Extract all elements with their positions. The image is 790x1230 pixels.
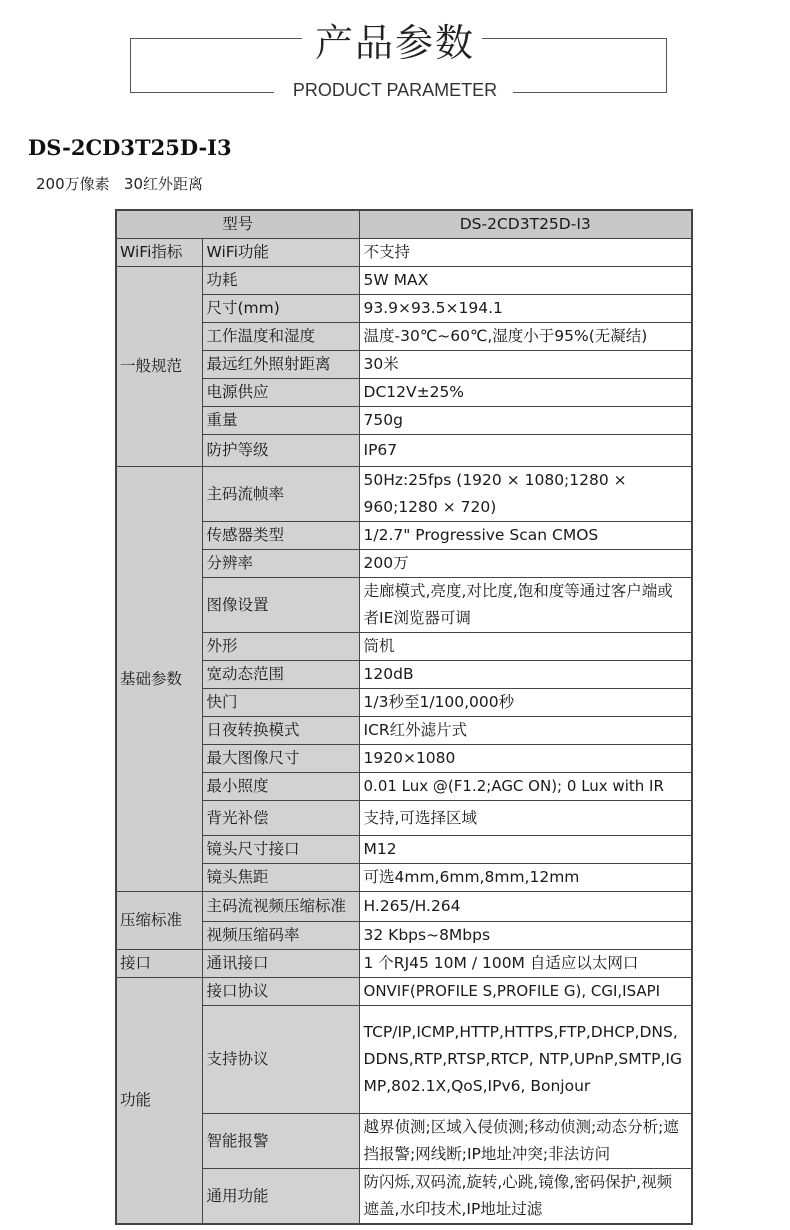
table-row <box>116 836 692 864</box>
category-cell: 基础参数 <box>116 467 202 892</box>
table-row <box>116 717 692 745</box>
table-row <box>116 522 692 550</box>
spec-key: 电源供应 <box>202 379 359 407</box>
spec-value: 120dB <box>359 661 692 689</box>
spec-value: 1/2.7" Progressive Scan CMOS <box>359 522 692 550</box>
spec-value: 1/3秒至1/100,000秒 <box>359 689 692 717</box>
spec-value: 支持,可选择区域 <box>359 801 692 836</box>
section-header <box>0 0 790 110</box>
page-title: 产品参数 <box>314 21 475 65</box>
spec-value: ONVIF(PROFILE S,PROFILE G), CGI,ISAPI <box>359 978 692 1006</box>
spec-key: 宽动态范围 <box>202 661 359 689</box>
spec-key: 图像设置 <box>202 578 359 633</box>
spec-value: 筒机 <box>359 633 692 661</box>
table-row <box>116 1169 692 1225</box>
spec-value: 1920×1080 <box>359 745 692 773</box>
spec-value: 5W MAX <box>359 267 692 295</box>
spec-key: 传感器类型 <box>202 522 359 550</box>
model-subtitle: 200万像素 30红外距离 <box>36 175 204 193</box>
spec-key: 接口协议 <box>202 978 359 1006</box>
spec-key: 镜头焦距 <box>202 864 359 892</box>
table-row <box>116 323 692 351</box>
spec-key: 主码流帧率 <box>202 467 359 522</box>
spec-key: 最大图像尺寸 <box>202 745 359 773</box>
header-model-value: DS-2CD3T25D-I3 <box>359 210 692 239</box>
spec-key: WiFi功能 <box>202 239 359 267</box>
table-row <box>116 267 692 295</box>
spec-key: 背光补偿 <box>202 801 359 836</box>
header-model-label: 型号 <box>116 210 359 239</box>
category-cell: WiFi指标 <box>116 239 202 267</box>
spec-key: 最远红外照射距离 <box>202 351 359 379</box>
table-header-row <box>116 210 692 239</box>
table-row <box>116 1114 692 1169</box>
model-title: DS-2CD3T25D-I3 <box>28 135 232 160</box>
spec-value: M12 <box>359 836 692 864</box>
spec-value: 750g <box>359 407 692 435</box>
spec-key: 通用功能 <box>202 1169 359 1225</box>
spec-value: 温度-30℃~60℃,湿度小于95%(无凝结) <box>359 323 692 351</box>
table-row <box>116 467 692 522</box>
spec-key: 日夜转换模式 <box>202 717 359 745</box>
spec-key: 通讯接口 <box>202 950 359 978</box>
spec-value: IP67 <box>359 435 692 467</box>
spec-key: 功耗 <box>202 267 359 295</box>
spec-value: 防闪烁,双码流,旋转,心跳,镜像,密码保护,视频遮盖,水印技术,IP地址过滤 <box>359 1169 692 1225</box>
table-row <box>116 407 692 435</box>
spec-key: 重量 <box>202 407 359 435</box>
spec-value: 不支持 <box>359 239 692 267</box>
table-row <box>116 550 692 578</box>
table-row <box>116 950 692 978</box>
spec-value: 200万 <box>359 550 692 578</box>
spec-value: H.265/H.264 <box>359 892 692 922</box>
spec-value: 50Hz:25fps (1920 × 1080;1280 × 960;1280 × 720) <box>359 467 692 522</box>
table-row <box>116 578 692 633</box>
spec-key: 支持协议 <box>202 1006 359 1114</box>
spec-value: 越界侦测;区域入侵侦测;移动侦测;动态分析;遮挡报警;网线断;IP地址冲突;非法访问 <box>359 1114 692 1169</box>
spec-key: 工作温度和湿度 <box>202 323 359 351</box>
spec-key: 视频压缩码率 <box>202 922 359 950</box>
spec-value: 可选4mm,6mm,8mm,12mm <box>359 864 692 892</box>
spec-key: 分辨率 <box>202 550 359 578</box>
spec-value: DC12V±25% <box>359 379 692 407</box>
table-row <box>116 922 692 950</box>
table-row <box>116 435 692 467</box>
category-cell: 功能 <box>116 978 202 1225</box>
table-row <box>116 773 692 801</box>
spec-value: 93.9×93.5×194.1 <box>359 295 692 323</box>
spec-key: 外形 <box>202 633 359 661</box>
spec-key: 快门 <box>202 689 359 717</box>
table-row <box>116 689 692 717</box>
spec-key: 最小照度 <box>202 773 359 801</box>
spec-value: 1 个RJ45 10M / 100M 自适应以太网口 <box>359 950 692 978</box>
page-subtitle-en: PRODUCT PARAMETER <box>292 80 498 100</box>
spec-value: 0.01 Lux @(F1.2;AGC ON); 0 Lux with IR <box>359 773 692 801</box>
table-row <box>116 379 692 407</box>
table-row <box>116 633 692 661</box>
table-row <box>116 295 692 323</box>
spec-value: 30米 <box>359 351 692 379</box>
table-row <box>116 864 692 892</box>
table-row <box>116 239 692 267</box>
spec-key: 主码流视频压缩标准 <box>202 892 359 922</box>
spec-value: ICR红外滤片式 <box>359 717 692 745</box>
category-cell: 压缩标准 <box>116 892 202 950</box>
table-row <box>116 801 692 836</box>
spec-value: TCP/IP,ICMP,HTTP,HTTPS,FTP,DHCP,DNS,DDNS,RTP,RTSP,RTCP, NTP,UPnP,SMTP,IGMP,802.1X,QoS,IPv6, Bonjour <box>359 1006 692 1114</box>
spec-table <box>115 209 693 1225</box>
spec-key: 尺寸(mm) <box>202 295 359 323</box>
table-row <box>116 892 692 922</box>
spec-key: 智能报警 <box>202 1114 359 1169</box>
spec-value: 32 Kbps~8Mbps <box>359 922 692 950</box>
table-row <box>116 745 692 773</box>
table-row <box>116 1006 692 1114</box>
category-cell: 接口 <box>116 950 202 978</box>
table-row <box>116 978 692 1006</box>
category-cell: 一般规范 <box>116 267 202 467</box>
table-row <box>116 661 692 689</box>
spec-key: 防护等级 <box>202 435 359 467</box>
spec-value: 走廊模式,亮度,对比度,饱和度等通过客户端或者IE浏览器可调 <box>359 578 692 633</box>
spec-key: 镜头尺寸接口 <box>202 836 359 864</box>
table-row <box>116 351 692 379</box>
